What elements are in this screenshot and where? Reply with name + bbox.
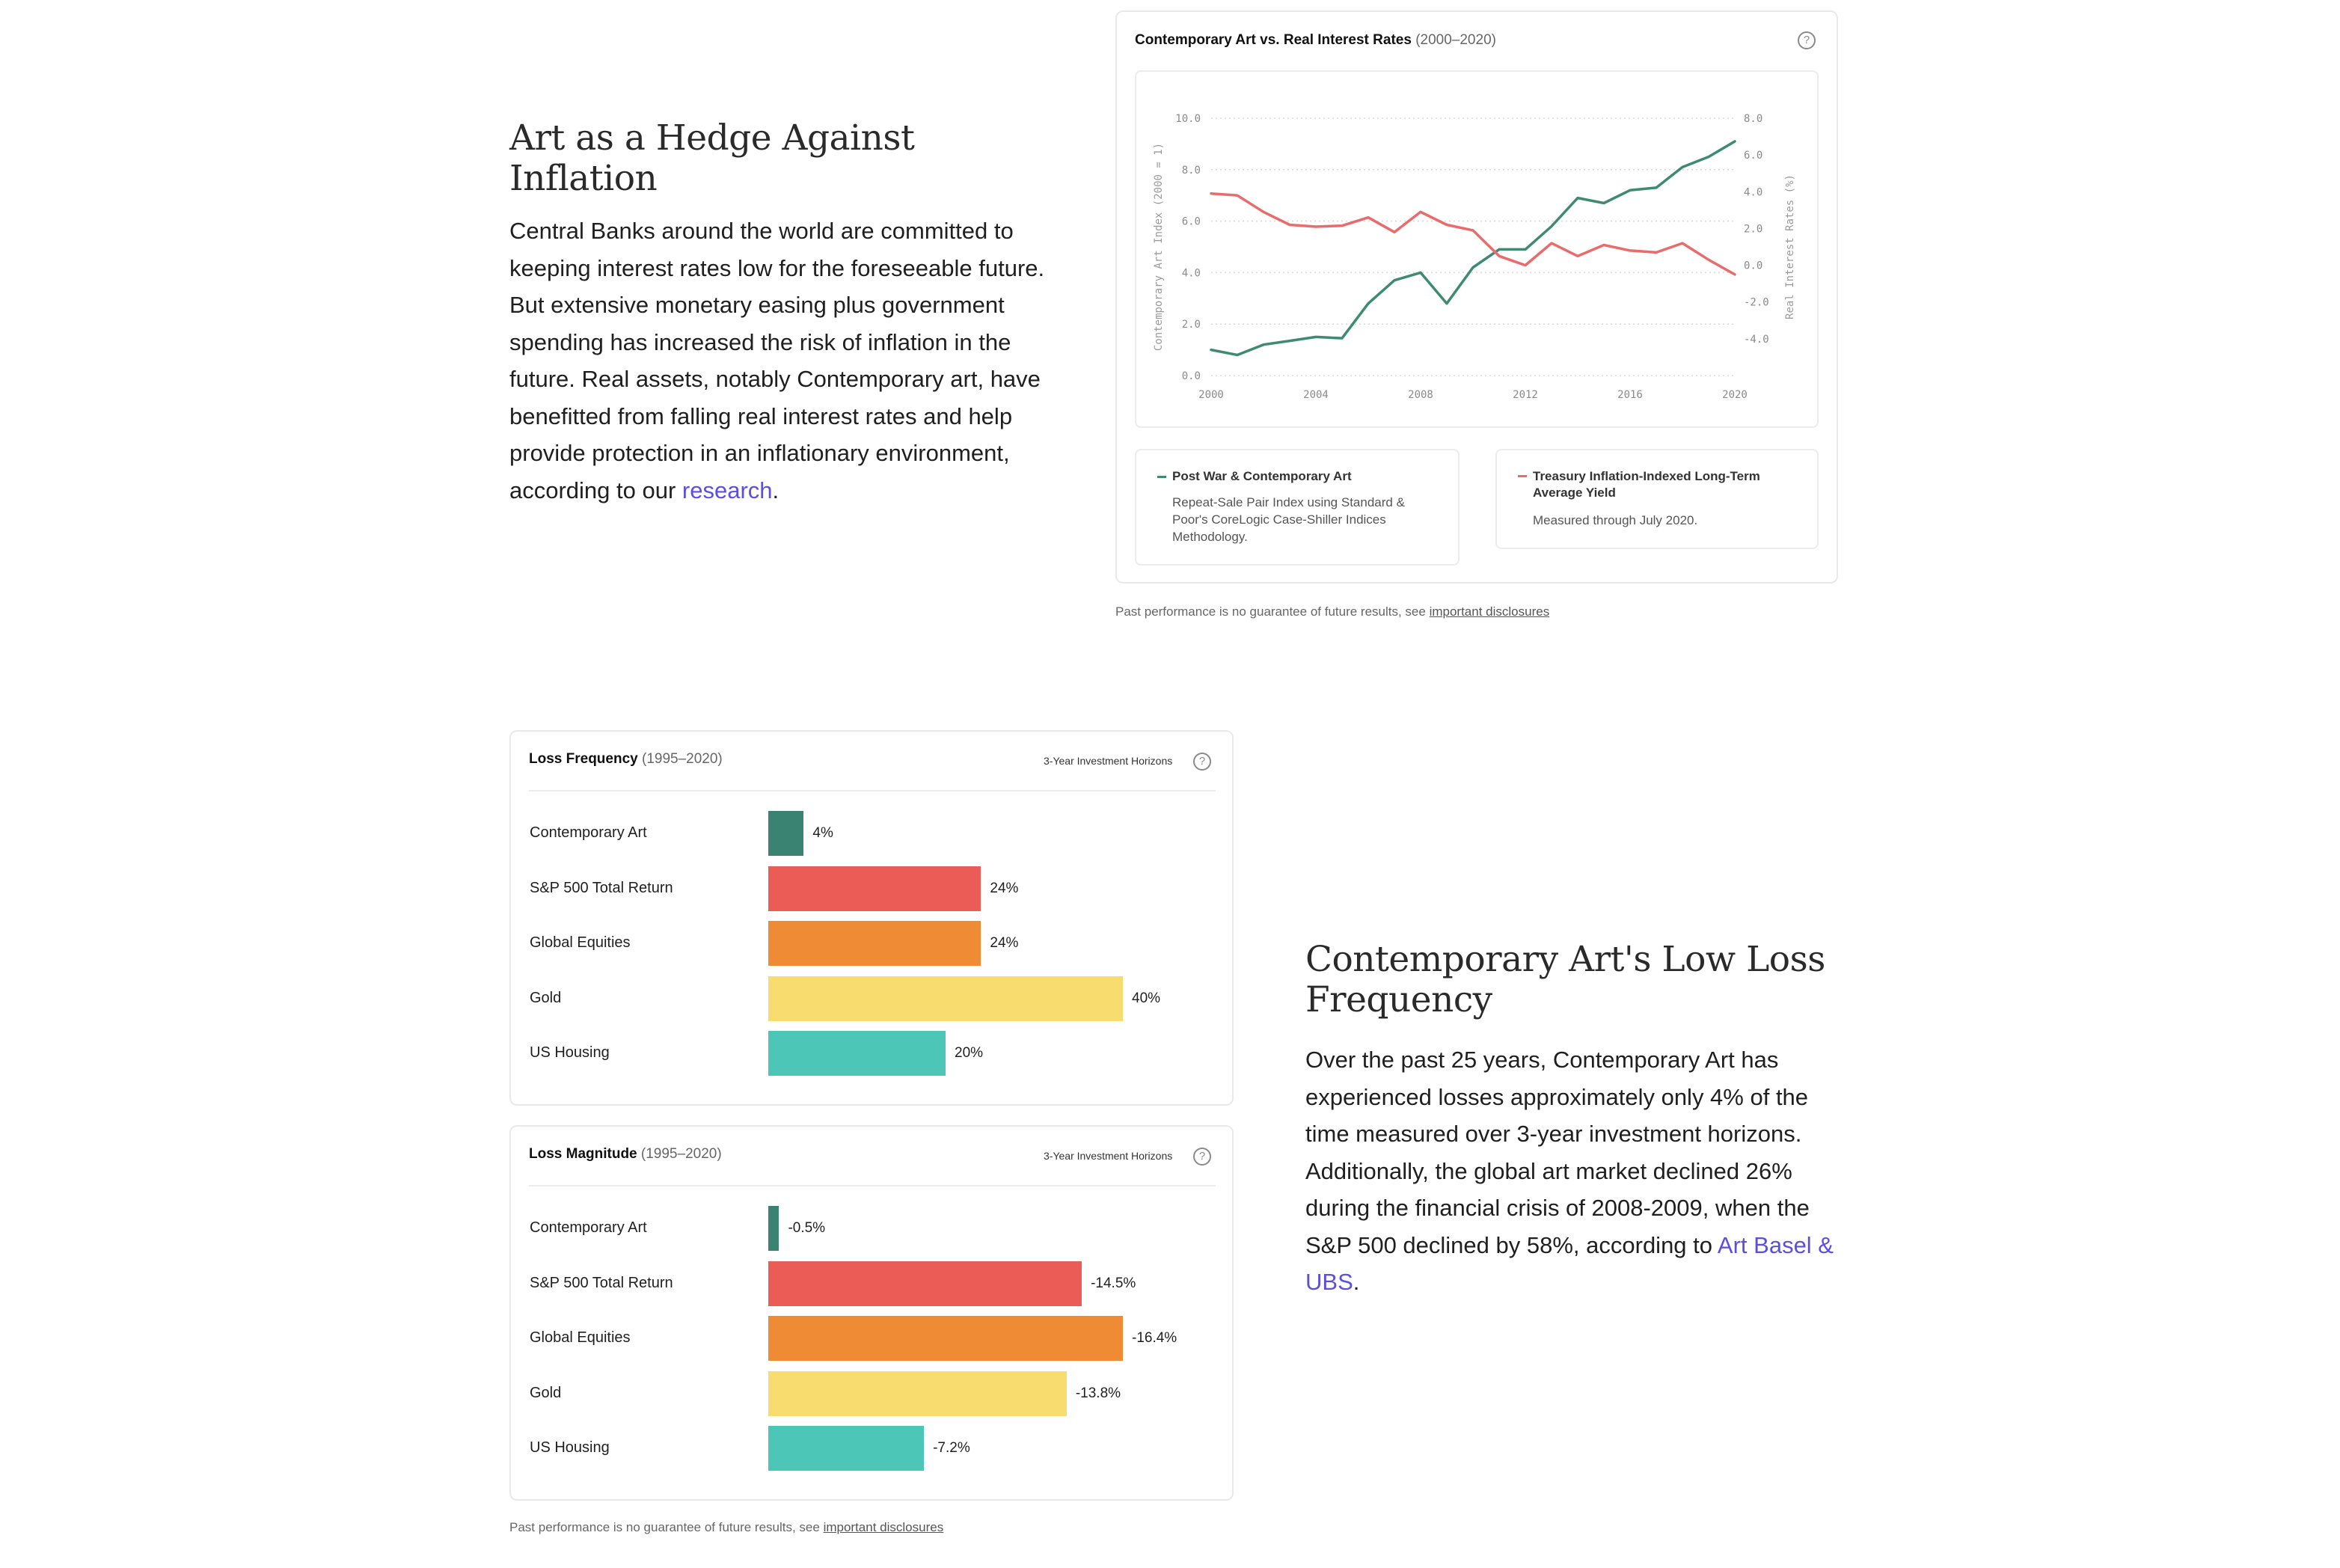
loss-heading: Contemporary Art's Low Loss Frequency [1305, 939, 1825, 1020]
loss-magnitude-label: Global Equities [530, 1329, 631, 1346]
loss-magnitude-value: -7.2% [933, 1440, 970, 1456]
x-tick-label: 2016 [1617, 389, 1643, 401]
hedge-section [509, 118, 1063, 509]
bottom-disclaimer [509, 1520, 943, 1535]
legend-rates-swatch [1518, 475, 1527, 477]
loss-frequency-card [509, 730, 1234, 1106]
x-tick-label: 2004 [1303, 389, 1329, 401]
y2-tick-label: -4.0 [1744, 333, 1769, 346]
loss-frequency-value: 4% [812, 825, 833, 841]
important-disclosures-link[interactable]: important disclosures [823, 1520, 944, 1534]
loss-magnitude-bar [768, 1206, 779, 1251]
loss-frequency-bar [768, 866, 981, 911]
art-index-line [1211, 141, 1735, 355]
y2-tick-label: -2.0 [1744, 296, 1769, 309]
help-icon[interactable]: ? [1193, 753, 1211, 771]
research-link[interactable]: research [682, 477, 773, 503]
loss-magnitude-bar [768, 1316, 1123, 1361]
loss-magnitude-value: -0.5% [788, 1220, 826, 1236]
help-icon[interactable]: ? [1193, 1148, 1211, 1166]
loss-frequency-label: Gold [530, 989, 562, 1006]
loss-body [1305, 1041, 1844, 1301]
help-icon[interactable]: ? [1798, 31, 1816, 49]
y2-tick-label: 2.0 [1744, 223, 1763, 236]
legend-art [1135, 449, 1460, 566]
y-tick-label: 6.0 [1181, 215, 1201, 228]
loss-frequency-label: Contemporary Art [530, 824, 647, 841]
loss-magnitude-title-text: Loss Magnitude [529, 1146, 637, 1162]
loss-magnitude-value: -13.8% [1075, 1385, 1121, 1401]
rates-chart-title [1135, 32, 1496, 49]
x-tick-label: 2000 [1198, 389, 1224, 401]
legend-rates-title [1518, 468, 1810, 501]
loss-magnitude-title [529, 1146, 722, 1163]
loss-body-text: Over the past 25 years, Contemporary Art has experienced losses approximately only 4% of the time measured over 3-year investment horizons. Additionally, the global art market declined 26% during the financial crisis of 2008-2009, when the S&P 500 declined by 58%, according to [1305, 1047, 1810, 1258]
rates-chart-card [1115, 10, 1838, 584]
loss-body-trailing: . [1353, 1269, 1360, 1295]
hedge-heading: Art as a Hedge Against Inflation [509, 117, 915, 199]
y2-tick-label: 0.0 [1744, 260, 1763, 272]
loss-frequency-bar [768, 921, 981, 966]
investment-horizon-label: 3-Year Investment Horizons [1044, 1150, 1173, 1162]
loss-frequency-bar [768, 976, 1123, 1021]
rates-chart-panel [1135, 70, 1819, 428]
loss-frequency-value: 24% [990, 935, 1019, 951]
art-basel-ubs-link[interactable]: Art Basel & UBS [1305, 1231, 1834, 1295]
loss-frequency-value: 40% [1132, 990, 1161, 1006]
chart-disclaimer-text: Past performance is no guarantee of future results, see [1115, 604, 1430, 619]
legend-art-title-text: Post War & Contemporary Art [1172, 469, 1352, 483]
y2-tick-label: 6.0 [1744, 150, 1763, 162]
loss-magnitude-label: Contemporary Art [530, 1219, 647, 1236]
y2-axis-label: Real Interest Rates (%) [1784, 174, 1796, 319]
loss-frequency-value: 20% [955, 1045, 984, 1061]
loss-frequency-label: Global Equities [530, 934, 631, 951]
loss-frequency-range: (1995–2020) [642, 751, 723, 767]
y-tick-label: 2.0 [1181, 319, 1201, 331]
loss-magnitude-label: US Housing [530, 1439, 610, 1456]
rates-chart-title-text: Contemporary Art vs. Real Interest Rates [1135, 32, 1412, 48]
loss-magnitude-bar [768, 1261, 1082, 1306]
loss-magnitude-value: -16.4% [1132, 1330, 1177, 1346]
y-tick-label: 4.0 [1181, 267, 1201, 280]
loss-magnitude-card [509, 1125, 1234, 1501]
chart-disclaimer [1115, 604, 1549, 619]
rates-line-chart [1136, 72, 1817, 426]
loss-frequency-label: S&P 500 Total Return [530, 879, 673, 896]
y-axis-label: Contemporary Art Index (2000 = 1) [1153, 142, 1165, 352]
divider [529, 1185, 1216, 1186]
hedge-body-text: Central Banks around the world are committed to keeping interest rates low for the foreseeable future. But extensive monetary easing plus government spending has increased the risk of inflation in the future. Real assets, notably Contemporary art, have benefitted from falling real interest rates and help provide protection in an inflationary environment, according to our [509, 218, 1045, 503]
important-disclosures-link[interactable]: important disclosures [1429, 604, 1550, 619]
legend-art-swatch [1157, 476, 1166, 478]
loss-magnitude-label: Gold [530, 1384, 562, 1401]
y-tick-label: 10.0 [1175, 113, 1201, 125]
real-rates-line [1211, 194, 1735, 275]
divider [529, 790, 1216, 791]
rates-chart-range: (2000–2020) [1415, 32, 1496, 48]
loss-section [1305, 940, 1844, 1301]
y-tick-label: 0.0 [1181, 370, 1201, 382]
loss-frequency-label: US Housing [530, 1044, 610, 1061]
investment-horizon-label: 3-Year Investment Horizons [1044, 755, 1173, 767]
hedge-body [509, 212, 1063, 509]
bottom-disclaimer-text: Past performance is no guarantee of future results, see [509, 1520, 824, 1534]
loss-magnitude-range: (1995–2020) [640, 1146, 722, 1162]
loss-magnitude-label: S&P 500 Total Return [530, 1274, 673, 1291]
x-tick-label: 2008 [1408, 389, 1433, 401]
legend-rates [1495, 449, 1819, 549]
legend-art-desc: Repeat-Sale Pair Index using Standard & Poor's CoreLogic Case-Shiller Indices Methodology. [1172, 495, 1405, 544]
legend-rates-title-text: Treasury Inflation-Indexed Long-Term Average Yield [1533, 469, 1760, 500]
y2-tick-label: 8.0 [1744, 113, 1763, 125]
loss-magnitude-value: -14.5% [1091, 1275, 1136, 1291]
loss-frequency-bar [768, 811, 803, 856]
legend-rates-desc: Measured through July 2020. [1533, 513, 1698, 527]
loss-magnitude-bar [768, 1371, 1067, 1416]
loss-magnitude-bar [768, 1426, 924, 1471]
x-tick-label: 2020 [1722, 389, 1748, 401]
x-tick-label: 2012 [1513, 389, 1538, 401]
legend-art-title [1157, 468, 1352, 485]
loss-frequency-title [529, 751, 723, 768]
loss-frequency-bar [768, 1031, 946, 1076]
hedge-body-trailing: . [772, 477, 780, 503]
loss-frequency-title-text: Loss Frequency [529, 751, 638, 767]
y-tick-label: 8.0 [1181, 164, 1201, 177]
y2-tick-label: 4.0 [1744, 186, 1763, 199]
loss-frequency-value: 24% [990, 880, 1019, 896]
